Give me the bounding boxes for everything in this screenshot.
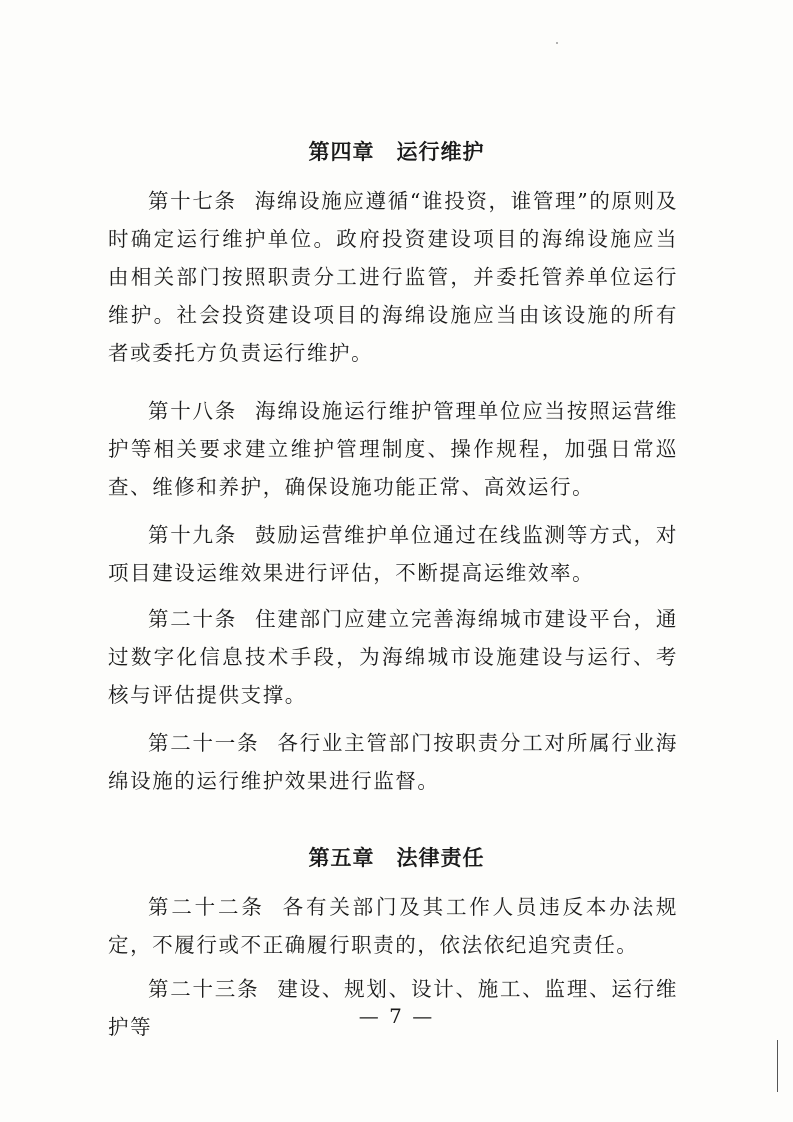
article-22	[108, 888, 678, 964]
article-21-text: 各行业主管部门按职责分工对所属行业海绵设施的运行维护效果进行监督。	[108, 731, 678, 793]
chapter-5-title: 法律责任	[396, 846, 485, 870]
chapter-4-title: 运行维护	[396, 140, 485, 164]
article-23-head: 第二十三条	[148, 977, 260, 1001]
chapter-4-number: 第四章	[308, 140, 375, 164]
article-17-text: 海绵设施应遵循“谁投资，谁管理”的原则及时确定运行维护单位。政府投资建设项目的海绵设施应当由相关部门按照职责分工进行监管，并委托管养单位运行维护。社会投资建设项目的海绵设施应当由该设施的所有者或委托方负责运行维护。	[108, 189, 678, 365]
article-22-head: 第二十二条	[148, 895, 265, 919]
article-19-head: 第十九条	[148, 523, 238, 547]
scan-speck	[556, 42, 558, 44]
article-23-text: 建设、规划、设计、施工、监理、运行维护等	[108, 977, 678, 1039]
article-19-text: 鼓励运营维护单位通过在线监测等方式，对项目建设运维效果进行评估，不断提高运维效率。	[108, 523, 678, 585]
article-22-text: 各有关部门及其工作人员违反本办法规定，不履行或不正确履行职责的，依法依纪追究责任。	[108, 895, 679, 957]
article-17-head: 第十七条	[148, 189, 237, 213]
chapter-4-heading	[0, 136, 793, 166]
article-18-text: 海绵设施运行维护管理单位应当按照运营维护等相关要求建立维护管理制度、操作规程，加强日常巡查、维修和养护，确保设施功能正常、高效运行。	[108, 399, 678, 499]
page-number: — 7 —	[358, 1004, 435, 1028]
chapter-5-number: 第五章	[308, 846, 375, 870]
article-21	[108, 724, 678, 800]
chapter-5-heading	[0, 842, 793, 872]
article-18	[108, 392, 678, 506]
article-20-text: 住建部门应建立完善海绵城市建设平台，通过数字化信息技术手段，为海绵城市设施建设与运行、考核与评估提供支撑。	[108, 607, 678, 707]
article-18-head: 第十八条	[148, 399, 238, 423]
article-19	[108, 516, 678, 592]
article-21-head: 第二十一条	[148, 731, 260, 755]
article-20-head: 第二十条	[148, 607, 238, 631]
article-20	[108, 600, 678, 714]
article-17	[108, 182, 678, 372]
scan-edge-line	[777, 1040, 778, 1092]
